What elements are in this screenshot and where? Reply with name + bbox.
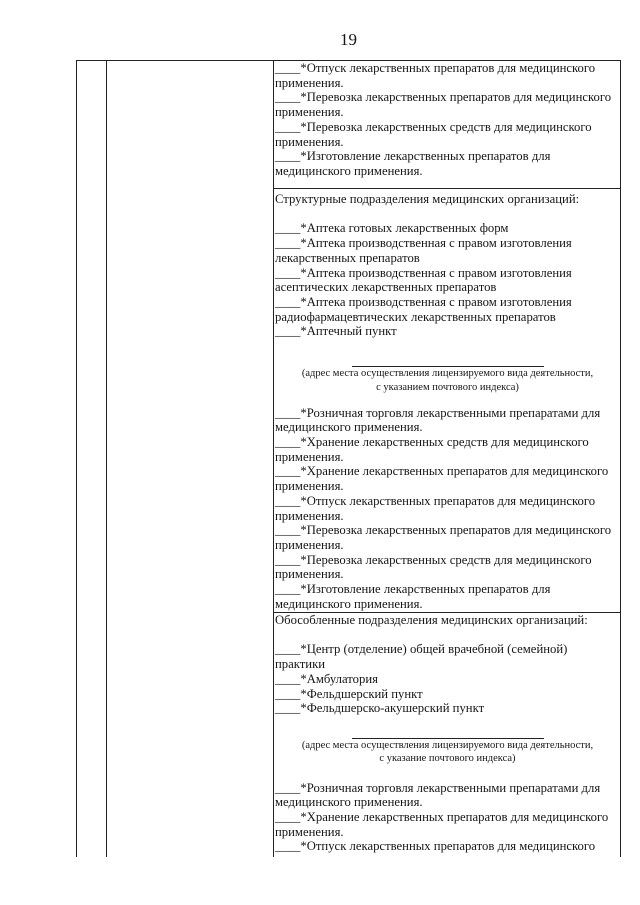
unit-type-list bbox=[275, 221, 620, 339]
page-number: 19 bbox=[340, 30, 357, 49]
section-heading: Структурные подразделения медицинских организаций: bbox=[275, 192, 580, 206]
license-activity-table bbox=[76, 60, 621, 857]
activity-list bbox=[275, 406, 620, 612]
details-section-structural-subdivisions bbox=[274, 189, 620, 613]
unit-type-item: ____*Аптека производственная с правом изготовления асептических лекарственных препаратов bbox=[275, 265, 572, 295]
activity-item: ____*Отпуск лекарственных препаратов для медицинского применения. bbox=[275, 61, 596, 90]
activity-item: ____*Хранение лекарственных препаратов для медицинского применения. bbox=[275, 809, 609, 839]
activity-item: ____*Изготовление лекарственных препаратов для медицинского применения. bbox=[275, 582, 551, 611]
activity-item: ____*Перевозка лекарственных средств для медицинского применения. bbox=[275, 552, 592, 582]
activity-item: ____*Перевозка лекарственных препаратов для медицинского применения. bbox=[275, 90, 612, 120]
address-caption: (адрес места осуществления лицензируемого вида деятельности, с указанием почтового индекса) bbox=[301, 368, 594, 393]
section-heading: Обособленные подразделения медицинских организаций: bbox=[275, 613, 588, 627]
unit-type-item: ____*Фельдшерско-акушерский пункт bbox=[275, 701, 485, 716]
unit-type-item: ____*Аптечный пункт bbox=[275, 324, 397, 339]
details-section-continued bbox=[274, 61, 620, 189]
unit-type-item: ____*Фельдшерский пункт bbox=[275, 686, 423, 701]
unit-type-item: ____*Амбулатория bbox=[275, 671, 378, 686]
activity-item: ____*Отпуск лекарственных препаратов для медицинского bbox=[275, 839, 596, 854]
unit-type-list bbox=[275, 642, 620, 716]
unit-type-item: ____*Аптека производственная с правом изготовления радиофармацевтических лекарственных препаратов bbox=[275, 294, 572, 324]
table-column-number bbox=[77, 61, 107, 857]
unit-type-item: ____*Аптека производственная с правом изготовления лекарственных препаратов bbox=[275, 236, 572, 265]
table-column-details bbox=[274, 61, 620, 857]
unit-type-item: ____*Центр (отделение) общей врачебной (семейной) практики bbox=[275, 642, 568, 672]
activity-item: ____*Хранение лекарственных препаратов для медицинского применения. bbox=[275, 464, 609, 494]
activity-item: ____*Перевозка лекарственных средств для медицинского применения. bbox=[275, 119, 592, 149]
activity-item: ____*Перевозка лекарственных препаратов для медицинского применения. bbox=[275, 523, 612, 552]
details-section-separate-subdivisions bbox=[274, 613, 620, 857]
activity-item: ____*Хранение лекарственных средств для медицинского применения. bbox=[275, 435, 589, 464]
activity-item: ____*Отпуск лекарственных препаратов для медицинского применения. bbox=[275, 493, 596, 523]
activity-list bbox=[275, 61, 620, 179]
unit-type-item: ____*Аптека готовых лекарственных форм bbox=[275, 221, 509, 236]
address-caption: (адрес места осуществления лицензируемого вида деятельности, с указание почтового индекса) bbox=[301, 739, 594, 765]
activity-item: ____*Изготовление лекарственных препаратов для медицинского применения. bbox=[275, 149, 551, 178]
table-column-name bbox=[107, 61, 274, 857]
activity-item: ____*Розничная торговля лекарственными препаратами для медицинского применения. bbox=[275, 405, 601, 435]
activity-list bbox=[275, 781, 620, 855]
activity-item: ____*Розничная торговля лекарственными препаратами для медицинского применения. bbox=[275, 780, 601, 810]
